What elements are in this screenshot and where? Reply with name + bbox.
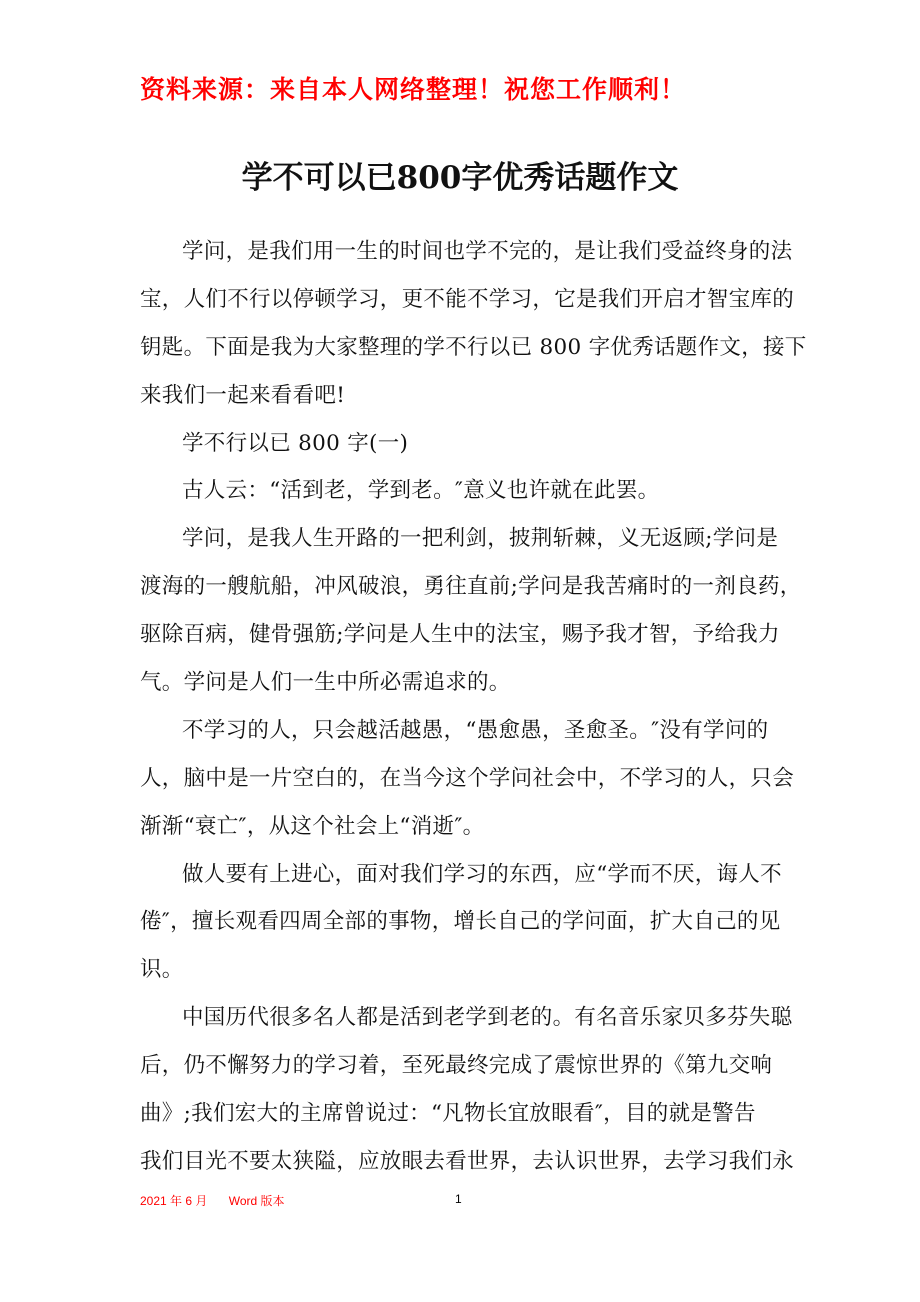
text-line: 做人要有上进心，面对我们学习的东西，应“学而不厌，诲人不	[182, 861, 782, 887]
text-line: 渡海的一艘航船，冲风破浪，勇往直前;学问是我苦痛时的一剂良药，	[140, 574, 802, 600]
text-line: 钥匙。下面是我为大家整理的学不行以已 800 字优秀话题作文，接下	[140, 334, 807, 360]
text-line: 不学习的人，只会越活越愚，“愚愈愚，圣愈圣。″没有学问的	[182, 717, 769, 743]
text-line: 学问，是我们用一生的时间也学不完的，是让我们受益终身的法	[182, 239, 793, 264]
document-title: 学不可以已800字优秀话题作文	[241, 160, 679, 196]
text-line: 渐渐“衰亡″，从这个社会上“消逝″。	[140, 813, 485, 839]
text-line: 来我们一起来看看吧!	[140, 382, 346, 408]
text-line: 驱除百病，健骨强筋;学问是人生中的法宝，赐予我才智，予给我力	[140, 622, 780, 648]
text-line: 学问，是我人生开路的一把利剑，披荆斩棘，义无返顾;学问是	[182, 526, 779, 552]
footer-version: Word 版本	[228, 1194, 285, 1208]
footer	[140, 1192, 303, 1209]
document-body	[140, 232, 807, 1190]
source-banner: 资料来源：来自本人网络整理！祝您工作顺利！	[140, 75, 687, 104]
text-line: 古人云：“活到老，学到老。″意义也许就在此罢。	[182, 478, 660, 504]
page-number: 1	[455, 1192, 462, 1206]
text-line: 气。学问是人们一生中所必需追求的。	[140, 670, 511, 696]
text-line: 后，仍不懈努力的学习着，至死最终完成了震惊世界的《第九交响	[140, 1053, 773, 1079]
text-line: 倦″，擅长观看四周全部的事物，增长自己的学问面，扩大自己的见	[140, 909, 781, 935]
text-line: 宝，人们不行以停顿学习，更不能不学习，它是我们开启才智宝库的	[140, 286, 795, 312]
text-line: 中国历代很多名人都是活到老学到老的。有名音乐家贝多芬失聪	[182, 1005, 793, 1031]
text-line: 曲》;我们宏大的主席曾说过：“凡物长宜放眼看″，目的就是警告	[140, 1101, 756, 1127]
text-line: 识。	[140, 957, 184, 983]
text-line: 我们目光不要太狭隘，应放眼去看世界，去认识世界，去学习我们永	[140, 1148, 795, 1174]
text-line: 学不行以已 800 字(一)	[182, 430, 409, 456]
footer-date: 2021 年 6 月	[140, 1194, 208, 1208]
text-line: 人，脑中是一片空白的，在当今这个学问社会中，不学习的人，只会	[140, 765, 795, 791]
